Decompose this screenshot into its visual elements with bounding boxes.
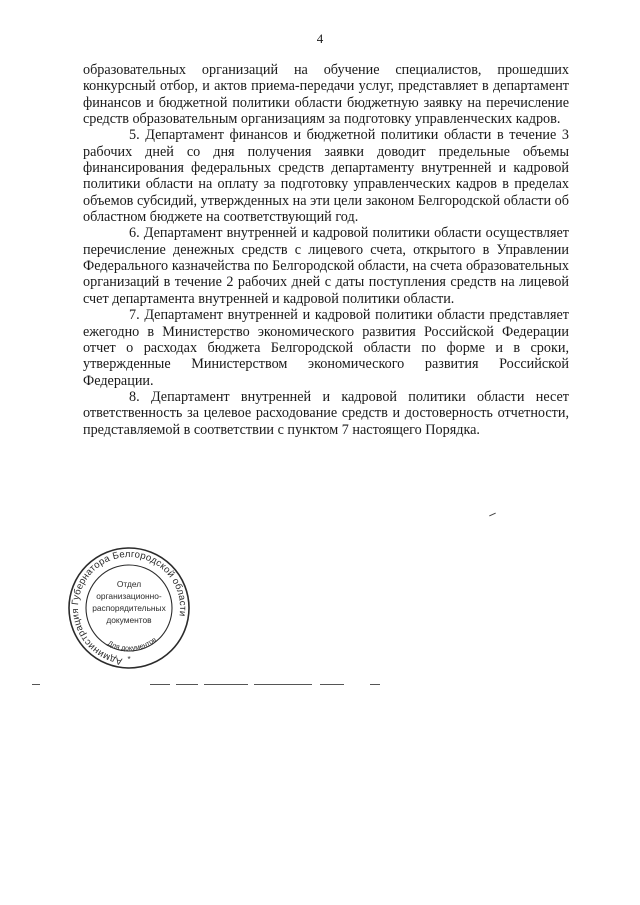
- document-body: [83, 62, 569, 438]
- official-stamp: [64, 545, 194, 671]
- scan-artifact-line: [370, 684, 380, 685]
- scan-artifact-line: [150, 684, 170, 685]
- stamp-ring-text: Администрация Губернатора Белгородской области: [69, 548, 189, 667]
- scan-artifact-line: [320, 684, 344, 685]
- stamp-center-line-3: распорядительных: [92, 603, 166, 613]
- page-number: 4: [316, 31, 324, 46]
- stamp-center-line-1: Отдел: [116, 579, 142, 589]
- stamp-bottom-text: Для документов: [106, 636, 158, 653]
- pen-mark: [489, 513, 496, 517]
- paragraph-6: 6. Департамент внутренней и кадровой политики области осуществляет перечисление денежных средств с лицевого счета, открытого в Управлении Федерального казначейства по Белгородской области, на счета образовательных организаций в течение 2 рабочих дней с даты поступления средств на лицевой счет департамента внутренней и кадровой политики области.: [83, 225, 569, 307]
- scan-artifact-line: [204, 684, 248, 685]
- scan-artifact-line: [32, 684, 40, 685]
- stamp-center-line-2: организационно-: [96, 591, 162, 601]
- scan-artifact-line: [176, 684, 198, 685]
- paragraph-5: 5. Департамент финансов и бюджетной политики области в течение 3 рабочих дней со дня получения заявки доводит предельные объемы финансирования федеральных средств департаменту внутренней и кадровой политики области на оплату за подготовку управленческих кадров в пределах объемов субсидий, утвержденных на эти цели законом Белгородской области об областном бюджете на соответствующий год.: [83, 127, 569, 226]
- stamp-star: *: [127, 655, 131, 664]
- paragraph-7: 7. Департамент внутренней и кадровой политики области представляет ежегодно в Министерство экономического развития Российской Федерации отчет о расходах бюджета Белгородской области по форме и в сроки, утвержденные Министерством экономического развития Российской Федерации.: [83, 307, 569, 389]
- paragraph-continuation: образовательных организаций на обучение специалистов, прошедших конкурсный отбор, и актов приема-передачи услуг, представляет в департамент финансов и бюджетной политики области бюджетную заявку на перечисление средств образовательным организациям за подготовку управленческих кадров.: [83, 62, 569, 128]
- paragraph-8: 8. Департамент внутренней и кадровой политики области несет ответственность за целевое расходование средств и достоверность отчетности, представляемой в соответствии с пунктом 7 настоящего Порядка.: [83, 388, 569, 438]
- scan-artifact-line: [254, 684, 312, 685]
- stamp-center-line-4: документов: [106, 615, 152, 625]
